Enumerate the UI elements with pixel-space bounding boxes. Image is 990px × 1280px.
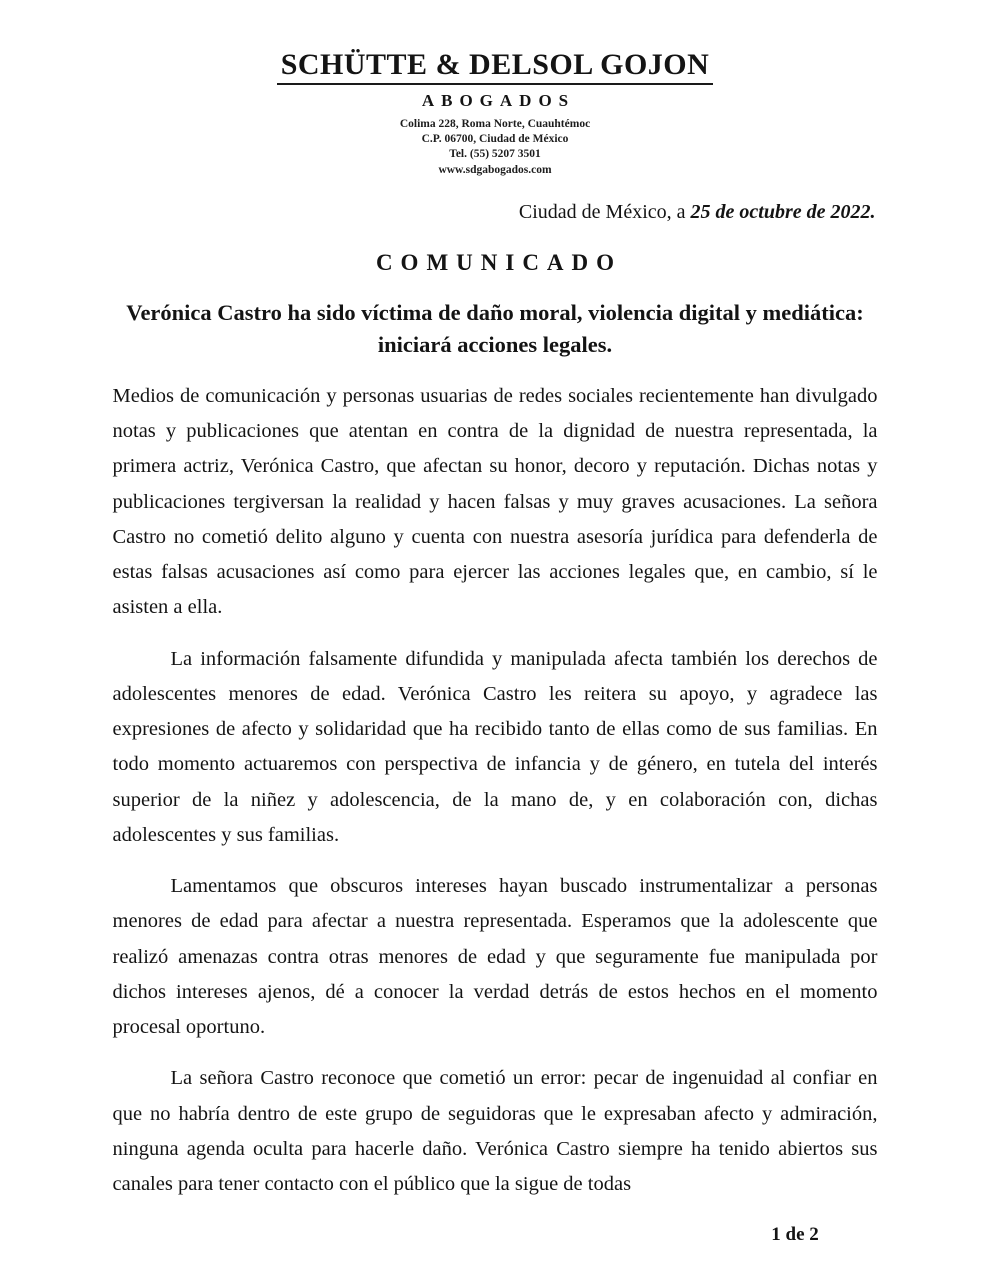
letterhead (0, 0, 990, 178)
firm-address-line-1: Colima 228, Roma Norte, Cuauhtémoc (399, 118, 591, 130)
paragraph-list (113, 379, 878, 1203)
dateline (113, 200, 878, 224)
dateline-date: 25 de octubre de 2022. (690, 200, 876, 223)
document-type-heading: COMUNICADO (375, 249, 623, 275)
paragraph-4: La señora Castro reconoce que cometió un error: pecar de ingenuidad al confiar en que no habría dentro de este grupo de seguidoras que le expresaban afecto y admiración, ninguna agenda oculta para hacerle daño. Verónica Castro siempre ha tenido abiertos sus canales para tener contacto con el público que la sigue de todas (112, 1067, 878, 1196)
firm-practice-label: ABOGADOS (421, 91, 576, 110)
firm-website: www.sdgabogados.com (438, 163, 552, 176)
paragraph-1: Medios de comunicación y personas usuarias de redes sociales recientemente han divulgado notas y publicaciones que atentan en contra de la dignidad de nuestra representada, la primera actriz, Verónica Castro, que afectan su honor, decoro y reputación. Dichas notas y publicaciones tergiversan la realidad y hacen falsas y muy graves acusaciones. La señora Castro no cometió delito alguno y cuenta con nuestra asesoría jurídica para defenderla de estas falsas acusaciones así como para ejercer las acciones legales que, en cambio, sí le asisten a ella. (112, 384, 878, 619)
firm-phone: Tel. (55) 5207 3501 (449, 148, 541, 161)
firm-contact-block (0, 117, 990, 178)
firm-address-line-2: C.P. 06700, Ciudad de México (421, 133, 569, 146)
paragraph-2: La información falsamente difundida y manipulada afecta también los derechos de adolescentes menores de edad. Verónica Castro les reitera su apoyo, y agradece las expresiones de afecto y solidaridad que ha recibido tanto de ellas como de sus familias. En todo momento actuaremos con perspectiva de infancia y de género, en tutela del interés superior de la niñez y adolescencia, de la mano de, y en colaboración con, dichas adolescentes y sus familias. (112, 647, 878, 846)
page-title: Verónica Castro ha sido víctima de daño moral, violencia digital y mediática: iniciará acciones legales. (126, 299, 864, 357)
dateline-prefix: Ciudad de México, a (518, 200, 691, 223)
paragraph-3: Lamentamos que obscuros intereses hayan buscado instrumentalizar a personas menores de edad para afectar a nuestra representada. Esperamos que la adolescente que realizó amenazas contra otras menores de edad y que seguramente fue manipulada por dichos intereses ajenos, dé a conocer la verdad detrás de estos hechos en el momento procesal oportuno. (112, 875, 878, 1039)
page-number: 1 de 2 (771, 1224, 819, 1245)
document-body (113, 200, 878, 1203)
firm-name: SCHÜTTE & DELSOL GOJON (277, 50, 714, 85)
